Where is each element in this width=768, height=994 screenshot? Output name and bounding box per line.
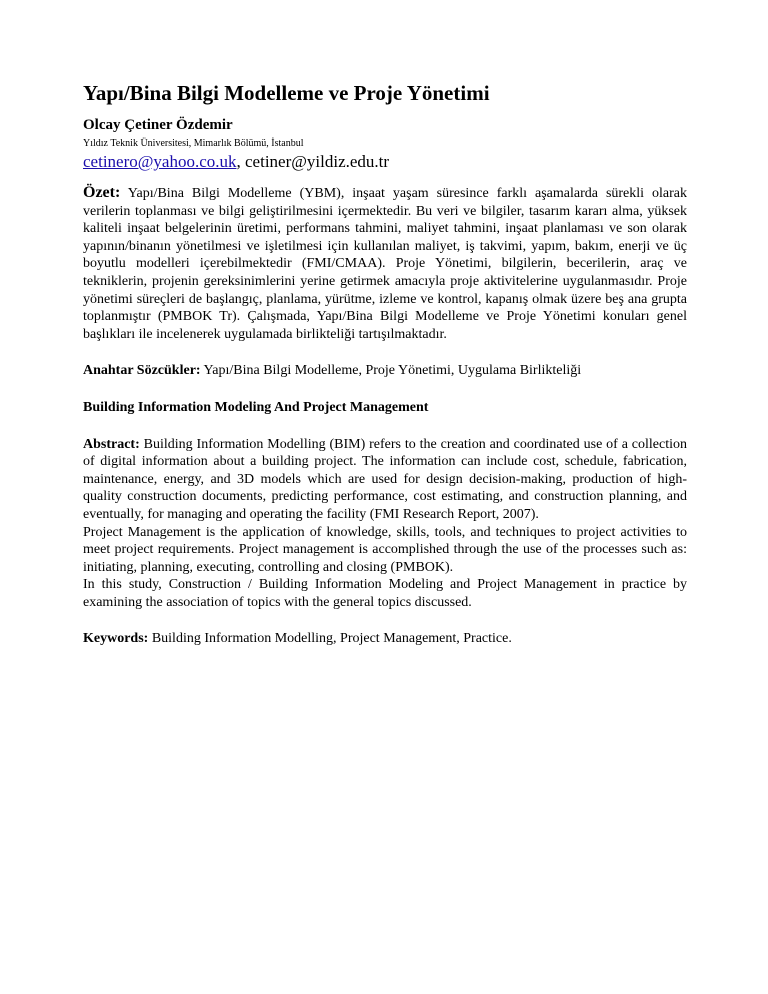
paper-page <box>83 80 687 648</box>
keywords-paragraph <box>83 630 687 648</box>
abstract-label: Abstract: <box>83 436 140 452</box>
author-emails <box>83 151 687 172</box>
abstract-text-1: Building Information Modelling (BIM) refers to the creation and coordinated use of a collection of digital information about a building project. The information can include cost, schedule, fabrication, maintenance, energy, and 3D models which are used for design decision-making, production of high-quality construction documents, predicting performance, cost estimating, and construction planning, and eventually, for managing and operating the facility (FMI Research Report, 2007). <box>83 436 687 522</box>
email-separator: , <box>236 152 245 171</box>
abstract-section <box>83 436 687 612</box>
paper-title: Yapı/Bina Bilgi Modelleme ve Proje Yönetimi <box>83 81 490 105</box>
abstract-paragraph-2: Project Management is the application of knowledge, skills, tools, and techniques to project activities to meet project requirements. Project management is accomplished through the use of the processes such as: initiating, planning, executing, controlling and closing (PMBOK). <box>83 524 687 575</box>
ozet-text: Yapı/Bina Bilgi Modelleme (YBM), inşaat yaşam süresince farklı aşamalarda sürekli olarak verilerin toplanması ve bilgi geliştirilmesini içermektedir. Bu veri ve bilgiler, tasarım kararı alma, yüksek kaliteli inşaat belgelerinin üretimi, performans tahmini, maliyet tahmini, inşaat planlaması ve son olarak yapının/binanın yönetilmesi ve işletilmesi için kullanılan maliyet, iş takvimi, yapım, bakım, enerji ve üç boyutlu modelleri içerebilmektedir (FMI/CMAA). Proje Yönetimi, bilgilerin, becerilerin, araç ve tekniklerin, projenin gereksinimlerini yerine getirmek amacıyla proje aktivitelerine uygulanmasıdır. Proje yönetimi süreçleri de başlangıç, planlama, yürütme, izleme ve kontrol, kapanış olmak üzere beş ana grupta toplanmıştır (PMBOK Tr). Çalışmada, Yapı/Bina Bilgi Modelleme ve Proje Yönetimi konuları genel başlıkları ile incelenerek uygulamada birlikteliği tartışılmaktadır. <box>83 186 687 342</box>
keywords-text: Building Information Modelling, Project Management, Practice. <box>148 631 512 647</box>
english-title: Building Information Modeling And Project Management <box>83 399 429 415</box>
author-affiliation: Yıldız Teknik Üniversitesi, Mimarlık Bölümü, İstanbul <box>83 138 304 149</box>
anahtar-sozcukler-label: Anahtar Sözcükler: <box>83 363 201 379</box>
abstract-paragraph-3: In this study, Construction / Building Information Modeling and Project Management in practice by examining the association of topics with the general topics discussed. <box>83 577 687 610</box>
ozet-label: Özet: <box>83 184 121 201</box>
ozet-paragraph <box>83 184 687 343</box>
email-secondary: cetiner@yildiz.edu.tr <box>245 152 390 171</box>
email-link-primary[interactable]: cetinero@yahoo.co.uk <box>83 152 237 171</box>
author-name: Olcay Çetiner Özdemir <box>83 117 233 133</box>
keywords-label: Keywords: <box>83 631 149 647</box>
anahtar-sozcukler-text: Yapı/Bina Bilgi Modelleme, Proje Yönetimi, Uygulama Birlikteliği <box>200 363 582 379</box>
abstract-paragraph-1 <box>83 436 687 524</box>
anahtar-sozcukler-paragraph <box>83 362 687 380</box>
